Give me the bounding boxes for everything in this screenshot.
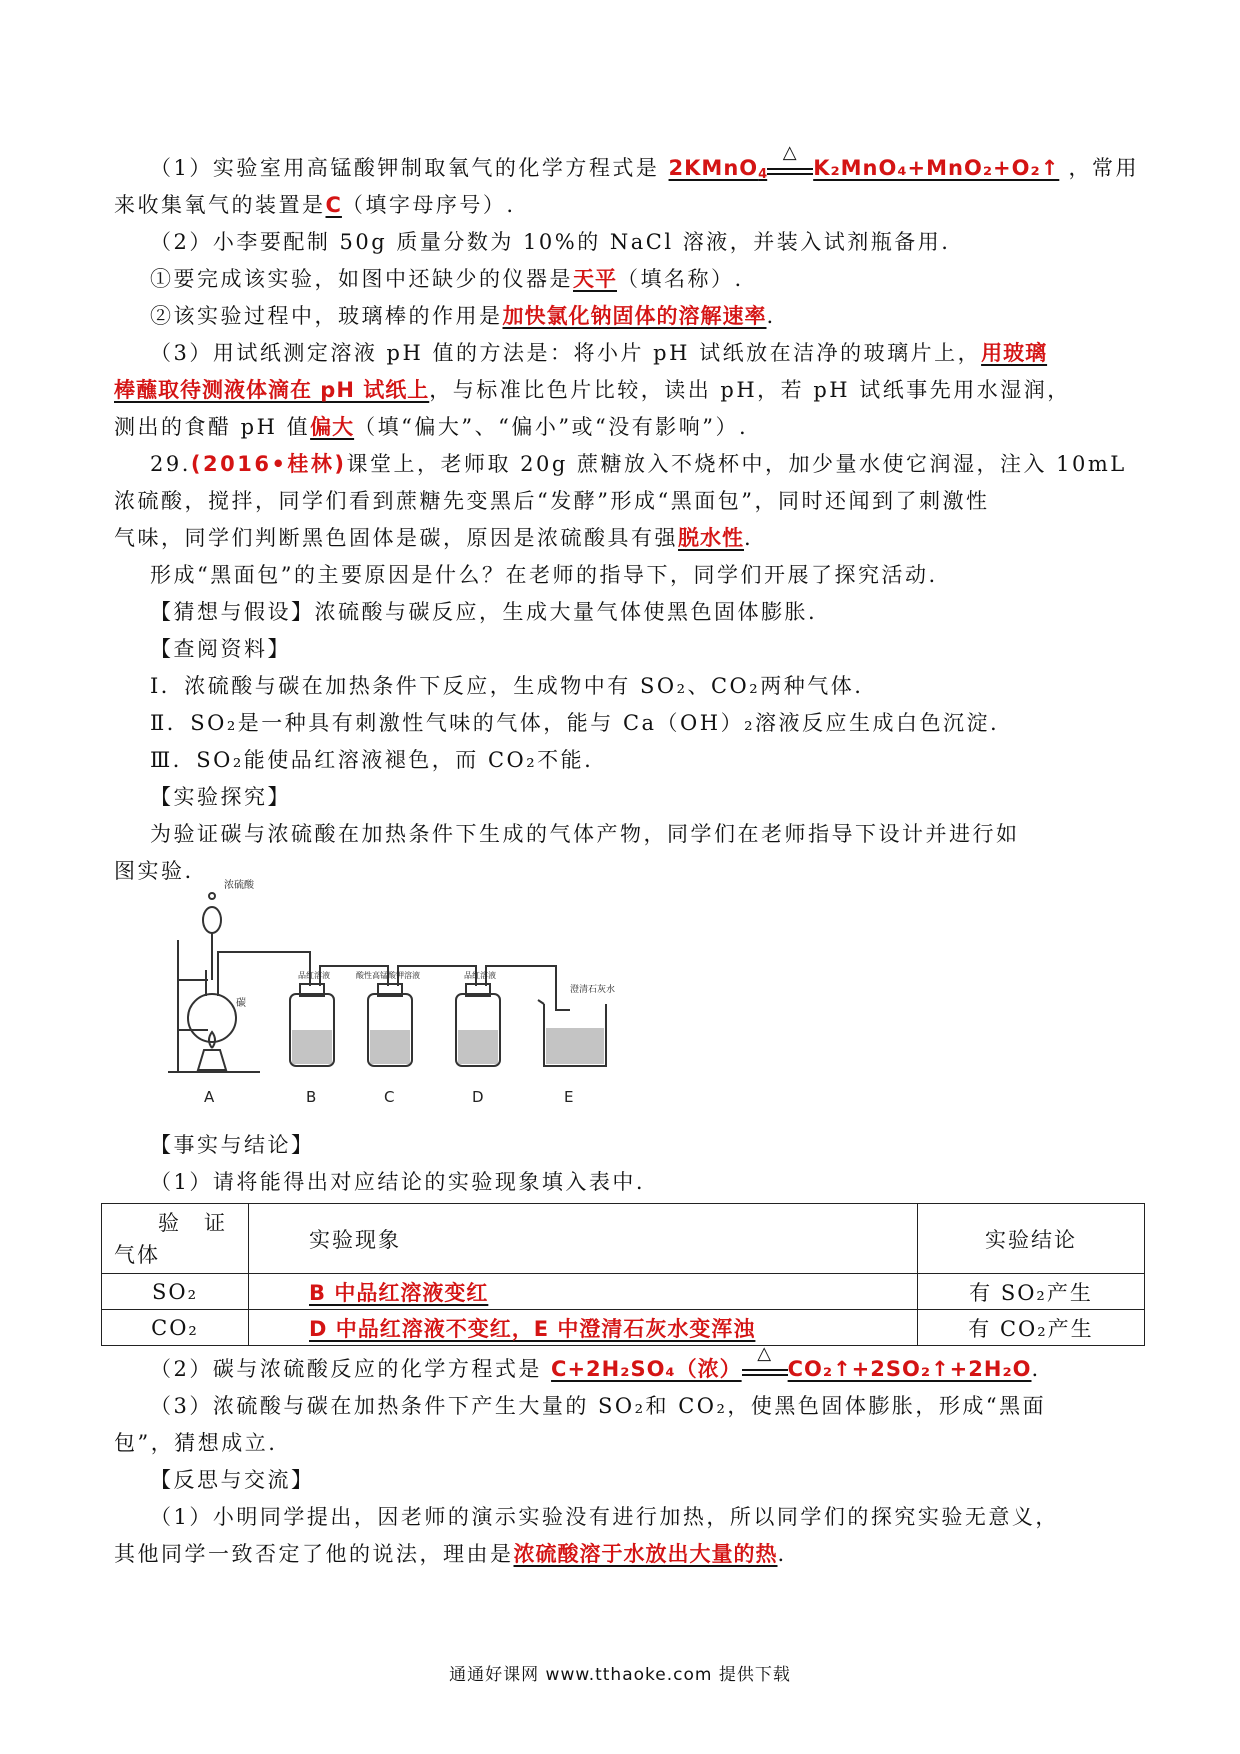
q29-line2: 浓硫酸，搅拌，同学们看到蔗糖先变黑后“发酵”形成“黑面包”，同时还闻到了刺激性 — [114, 489, 990, 513]
cell-gas: CO₂ — [102, 1310, 249, 1346]
q1-line1: （1）实验室用高锰酸钾制取氧气的化学方程式是 2KMnO$_4$ △ K₂MnO₄+MnO₂+O₂↑ ，常用 — [150, 142, 1139, 182]
page-footer: 通通好课网 www.tthaoke.com 提供下载 — [449, 1665, 791, 1685]
hypothesis: 【猜想与假设】浓硫酸与碳反应，生成大量气体使黑色固体膨胀. — [150, 600, 818, 624]
q29-answer-dehydration: 脱水性 — [678, 526, 744, 550]
q2-b-answer: 加快氯化钠固体的溶解速率 — [502, 304, 767, 328]
label-carbon: 碳 — [236, 998, 246, 1009]
facts-3-line2: 包”，猜想成立. — [114, 1431, 278, 1455]
label-C: C — [384, 1088, 395, 1106]
q2-intro: （2）小李要配制 50g 质量分数为 10%的 NaCl 溶液，并装入试剂瓶备用. — [150, 230, 951, 254]
reference-1: Ⅰ．浓硫酸与碳在加热条件下反应，生成物中有 SO₂、CO₂两种气体. — [150, 674, 864, 698]
q3-answer-ph: 偏大 — [310, 415, 355, 439]
reference-3: Ⅲ．SO₂能使品红溶液褪色，而 CO₂不能. — [150, 748, 594, 772]
facts-heading: 【事实与结论】 — [150, 1133, 315, 1157]
header-conclusion: 实验结论 — [918, 1204, 1145, 1274]
cell-gas: SO₂ — [102, 1274, 249, 1310]
facts-intro: （1）请将能得出对应结论的实验现象填入表中. — [150, 1170, 646, 1194]
experiment-heading: 【实验探究】 — [150, 785, 291, 809]
cell-conclusion: 有 SO₂产生 — [918, 1274, 1145, 1310]
label-e-solution: 澄清石灰水 — [570, 985, 616, 995]
reference-heading: 【查阅资料】 — [150, 637, 291, 661]
label-B: B — [306, 1088, 317, 1106]
facts-3-line1: （3）浓硫酸与碳在加热条件下产生大量的 SO₂和 CO₂，使黑色固体膨胀，形成“黑面 — [150, 1394, 1047, 1418]
q3-line2: 棒蘸取待测液体滴在 pH 试纸上，与标准比色片比较，读出 pH，若 pH 试纸事先用水湿润， — [114, 378, 1071, 402]
label-E: E — [564, 1088, 574, 1106]
apparatus-figure — [160, 870, 700, 1110]
experiment-line2: 图实验. — [114, 859, 194, 883]
label-acid: 浓硫酸 — [224, 880, 254, 891]
cell-phenomenon-answer: B 中品红溶液变红 — [309, 1280, 489, 1305]
q29-source: (2016•桂林) — [190, 452, 347, 476]
heating-symbol: △ — [767, 160, 813, 175]
q1-line2: 来收集氧气的装置是C（填字母序号）. — [114, 193, 516, 217]
q3-answer-part1: 用玻璃 — [981, 341, 1048, 365]
label-D: D — [472, 1088, 484, 1106]
cell-phenomenon-answer: D 中品红溶液不变红，E 中澄清石灰水变浑浊 — [309, 1316, 756, 1341]
reflect-answer: 浓硫酸溶于水放出大量的热 — [513, 1542, 778, 1566]
header-gas: 验 证 气体 — [102, 1204, 249, 1274]
reflect-line2: 其他同学一致否定了他的说法，理由是浓硫酸溶于水放出大量的热. — [114, 1542, 787, 1566]
label-b-solution: 品红溶液 — [298, 971, 330, 980]
q3-answer-part2: 棒蘸取待测液体滴在 pH 试纸上 — [114, 378, 430, 402]
q2-b: ②该实验过程中，玻璃棒的作用是加快氯化钠固体的溶解速率. — [150, 304, 776, 328]
q1-answer-device: C — [325, 193, 342, 217]
table-row — [102, 1274, 1145, 1310]
label-d-solution: 品红溶液 — [464, 971, 496, 980]
label-A: A — [204, 1088, 215, 1106]
q2-a: ①要完成该实验，如图中还缺少的仪器是天平（填名称）. — [150, 267, 744, 291]
q29-line3: 气味，同学们判断黑色固体是碳，原因是浓硫酸具有强脱水性. — [114, 526, 754, 550]
header-phenomenon: 实验现象 — [249, 1204, 918, 1274]
reaction-equation-answer: C+2H₂SO₄（浓） △ CO₂↑+2SO₂↑+2H₂O — [551, 1343, 1032, 1381]
experiment-line1: 为验证碳与浓硫酸在加热条件下生成的气体产物，同学们在老师指导下设计并进行如 — [150, 822, 1020, 846]
q3-line3: 测出的食醋 pH 值偏大（填“偏大”、“偏小”或“没有影响”）. — [114, 415, 749, 439]
table-row — [102, 1310, 1145, 1346]
label-c-solution: 酸性高锰酸钾溶液 — [356, 971, 420, 980]
q29-line4: 形成“黑面包”的主要原因是什么？在老师的指导下，同学们开展了探究活动. — [150, 563, 938, 587]
reflect-heading: 【反思与交流】 — [150, 1468, 315, 1492]
reference-2: Ⅱ．SO₂是一种具有刺激性气味的气体，能与 Ca（OH）₂溶液反应生成白色沉淀. — [150, 711, 1000, 735]
table-header-row — [102, 1204, 1145, 1274]
q29-line1: 29.(2016•桂林)课堂上，老师取 20g 蔗糖放入不烧杯中，加少量水使它润湿，注入 10mL — [150, 452, 1127, 476]
cell-conclusion: 有 CO₂产生 — [918, 1310, 1145, 1346]
reflect-line1: （1）小明同学提出，因老师的演示实验没有进行加热，所以同学们的探究实验无意义， — [150, 1505, 1059, 1529]
q1-answer-equation: 2KMnO$_4$ △ K₂MnO₄+MnO₂+O₂↑ — [668, 142, 1060, 182]
q3-line1: （3）用试纸测定溶液 pH 值的方法是：将小片 pH 试纸放在洁净的玻璃片上，用玻璃 — [150, 341, 1048, 365]
heating-symbol: △ — [742, 1361, 788, 1376]
facts-equation: （2）碳与浓硫酸反应的化学方程式是 C+2H₂SO₄（浓） △ CO₂↑+2SO₂↑+2H₂O. — [150, 1343, 1041, 1381]
q2-a-answer: 天平 — [573, 267, 617, 291]
results-table — [101, 1203, 1145, 1346]
